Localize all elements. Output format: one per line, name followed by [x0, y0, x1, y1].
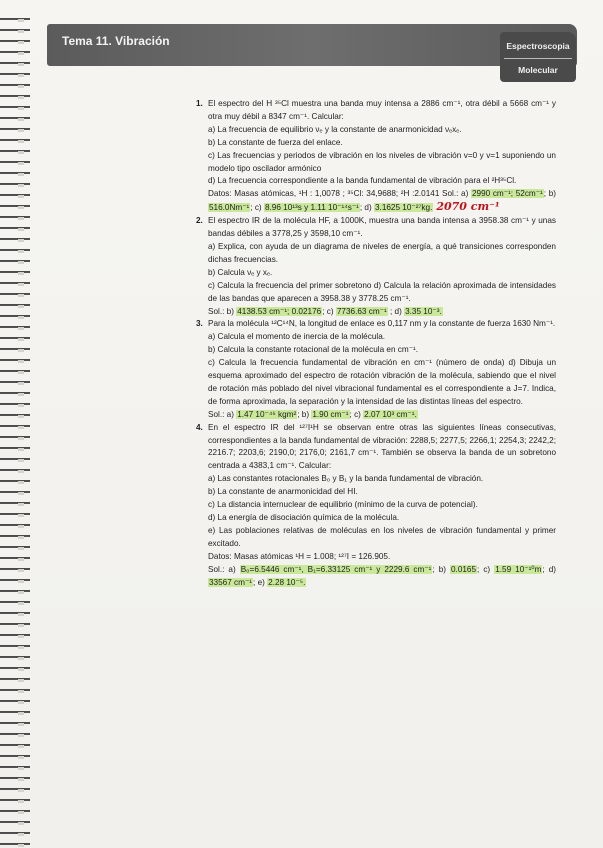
question-b: b) La constante de fuerza del enlace.	[208, 137, 343, 147]
solution-sep: ; c)	[349, 409, 364, 419]
question-c: c) Las frecuencias y periodos de vibración en los niveles de vibración v=0 y v=1 suponiendo un modelo tipo oscilador armónico	[208, 150, 556, 173]
question-a: a) La frecuencia de equilibrio νₑ y la constante de anarmonicidad νₑxₑ.	[208, 124, 462, 134]
solution-sep: ; d)	[387, 306, 405, 316]
solution-sep: ; c)	[322, 306, 336, 316]
solution-highlight: 516.0Nm⁻¹	[209, 203, 250, 213]
solution-highlight: 0.0165	[451, 564, 477, 574]
question-a: a) Calcula el momento de inercia de la molécula.	[208, 332, 386, 342]
problem-1	[196, 98, 556, 215]
question-a: a) Las constantes rotacionales B₀ y B₁ y la banda fundamental de vibración.	[208, 474, 484, 484]
solution-highlight: 7736.63 cm⁻¹	[336, 306, 387, 316]
solution-highlight: 1.59 10⁻¹⁰m	[495, 564, 542, 574]
solution-line	[208, 409, 556, 422]
question-b: b) Calcula la constante rotacional de la molécula en cm⁻¹.	[208, 345, 419, 355]
data-text: Datos: Masas atómicas ¹H = 1.008; ¹²⁷I = 126.905.	[208, 551, 391, 561]
question-c: c) La distancia internuclear de equilibrio (mínimo de la curva de potencial).	[208, 500, 478, 510]
tab-label-line1: Espectroscopia	[506, 41, 570, 51]
solution-highlight: 3.35 10⁻³.	[405, 306, 442, 316]
solution-highlight: 4138.53 cm⁻¹; 0.02176	[237, 306, 322, 316]
solution-highlight: 33567 cm⁻¹	[209, 577, 253, 587]
problem-2	[196, 215, 556, 318]
section-tab	[500, 32, 576, 82]
question-b: b) Calcula νₑ y xₑ.	[208, 267, 273, 277]
solution-sep: ; b)	[543, 189, 556, 199]
problem-number: 2.	[196, 216, 203, 226]
solution-highlight: 2.07 10³ cm⁻¹.	[364, 409, 417, 419]
solution-sep: ; c)	[250, 203, 264, 213]
solution-sep: ; c)	[477, 564, 495, 574]
problem-4	[196, 422, 556, 590]
problem-statement: El espectro del H ³⁵Cl muestra una banda muy intensa a 2886 cm⁻¹, otra débil a 5668 cm⁻¹ y otra muy débil a 8347 cm⁻¹. Calcular:	[208, 99, 556, 121]
problem-number: 1.	[196, 99, 203, 108]
spiral-binding	[0, 12, 30, 848]
solution-sep: ; e)	[253, 577, 268, 587]
handwritten-note: 2070 cm⁻¹	[436, 200, 500, 214]
solution-highlight: B₀=6.5446 cm⁻¹, B₁=6.33125 cm⁻¹ y 2229.6 cm⁻¹	[240, 564, 432, 574]
problem-statement: El espectro IR de la molécula HF, a 1000K, muestra una banda intensa a 3958.38 cm⁻¹ y unas bandas débiles a 3778,25 y 3598,10 cm⁻¹.	[208, 216, 556, 239]
solution-sep: ; b)	[297, 409, 312, 419]
question-c-d: c) Calcula la frecuencia del primer sobretono d) Calcula la relación aproximada de intensidades de las bandas que aparecen a 3958.38 y 3778.25 cm⁻¹.	[208, 280, 556, 303]
problem-list	[196, 98, 556, 589]
solution-sep: ; d)	[542, 564, 556, 574]
solution-highlight: 2990 cm⁻¹; 52cm⁻¹	[471, 189, 543, 199]
solution-line	[208, 306, 556, 319]
question-d: d) La frecuencia correspondiente a la banda fundamental de vibración para el ²H³⁵Cl.	[208, 176, 517, 186]
data-and-solution	[208, 188, 556, 215]
solution-prefix: Sol.: a)	[208, 409, 237, 419]
solution-highlight: 3.1625 10⁻²⁷kg.	[374, 203, 433, 213]
question-b: b) La constante de anarmonicidad del HI.	[208, 487, 358, 497]
question-a: a) Explica, con ayuda de un diagrama de niveles de energía, a qué transiciones corresponden dichas frecuencias.	[208, 241, 556, 264]
question-e: e) Las poblaciones relativas de moléculas en los niveles de vibración fundamental y primer excitado.	[208, 525, 556, 548]
data-text: Datos: Masas atómicas, ¹H : 1,0078 ; ³⁵Cl: 34,9688; ²H :2.0141 Sol.: a)	[208, 189, 469, 199]
problem-statement: En el espectro IR del ¹²⁷I¹H se observan entre otras las siguientes líneas consecutivas, correspondientes a la banda fundamental de vibración: 2288,5; 2277,5; 2266,1; 2254,3; 2242,2; 2216.7; 2203,6; 2190,0; 2176,0; 2161,7 cm⁻¹. También se observa la banda de un sobretono centrada a 4383,1 cm⁻¹. Calcular:	[208, 422, 556, 471]
solution-prefix: Sol.: a)	[208, 564, 240, 574]
question-d: d) La energía de disociación química de la molécula.	[208, 513, 400, 522]
solution-prefix: Sol.: b)	[208, 306, 237, 316]
problem-statement: Para la molécula ¹²C¹⁴N, la longitud de enlace es 0,117 nm y la constante de fuerza 1630 Nm⁻¹.	[208, 319, 556, 329]
solution-highlight: 8.96 10¹³s y 1.11 10⁻¹⁴s⁻¹	[264, 203, 359, 213]
problem-number: 3.	[196, 319, 203, 329]
solution-sep: ; b)	[432, 564, 450, 574]
solution-highlight: 1.47 10⁻⁴⁶ kgm²	[237, 409, 297, 419]
problem-3	[196, 318, 556, 421]
solution-highlight: 1.90 cm⁻¹	[312, 409, 349, 419]
chapter-title: Tema 11. Vibración	[62, 34, 170, 48]
tab-divider	[504, 58, 572, 59]
question-c-d: c) Calcula la frecuencia fundamental de vibración en cm⁻¹ (número de onda) d) Dibuja un esquema aproximado del espectro de rotación vibración de la molécula, sabiendo que el nivel de rotación más poblado del nivel vibracional fundamental es el correspondiente a J=7. Indica, de forma aproximada, la separación y la intensidad de las distintas líneas del espectro.	[208, 358, 556, 406]
solution-highlight: 2.28 10⁻⁵.	[268, 577, 306, 587]
problem-number: 4.	[196, 422, 203, 432]
solution-sep: ; d)	[359, 203, 374, 213]
tab-label-line2: Molecular	[518, 65, 558, 75]
solution-line	[208, 564, 556, 590]
